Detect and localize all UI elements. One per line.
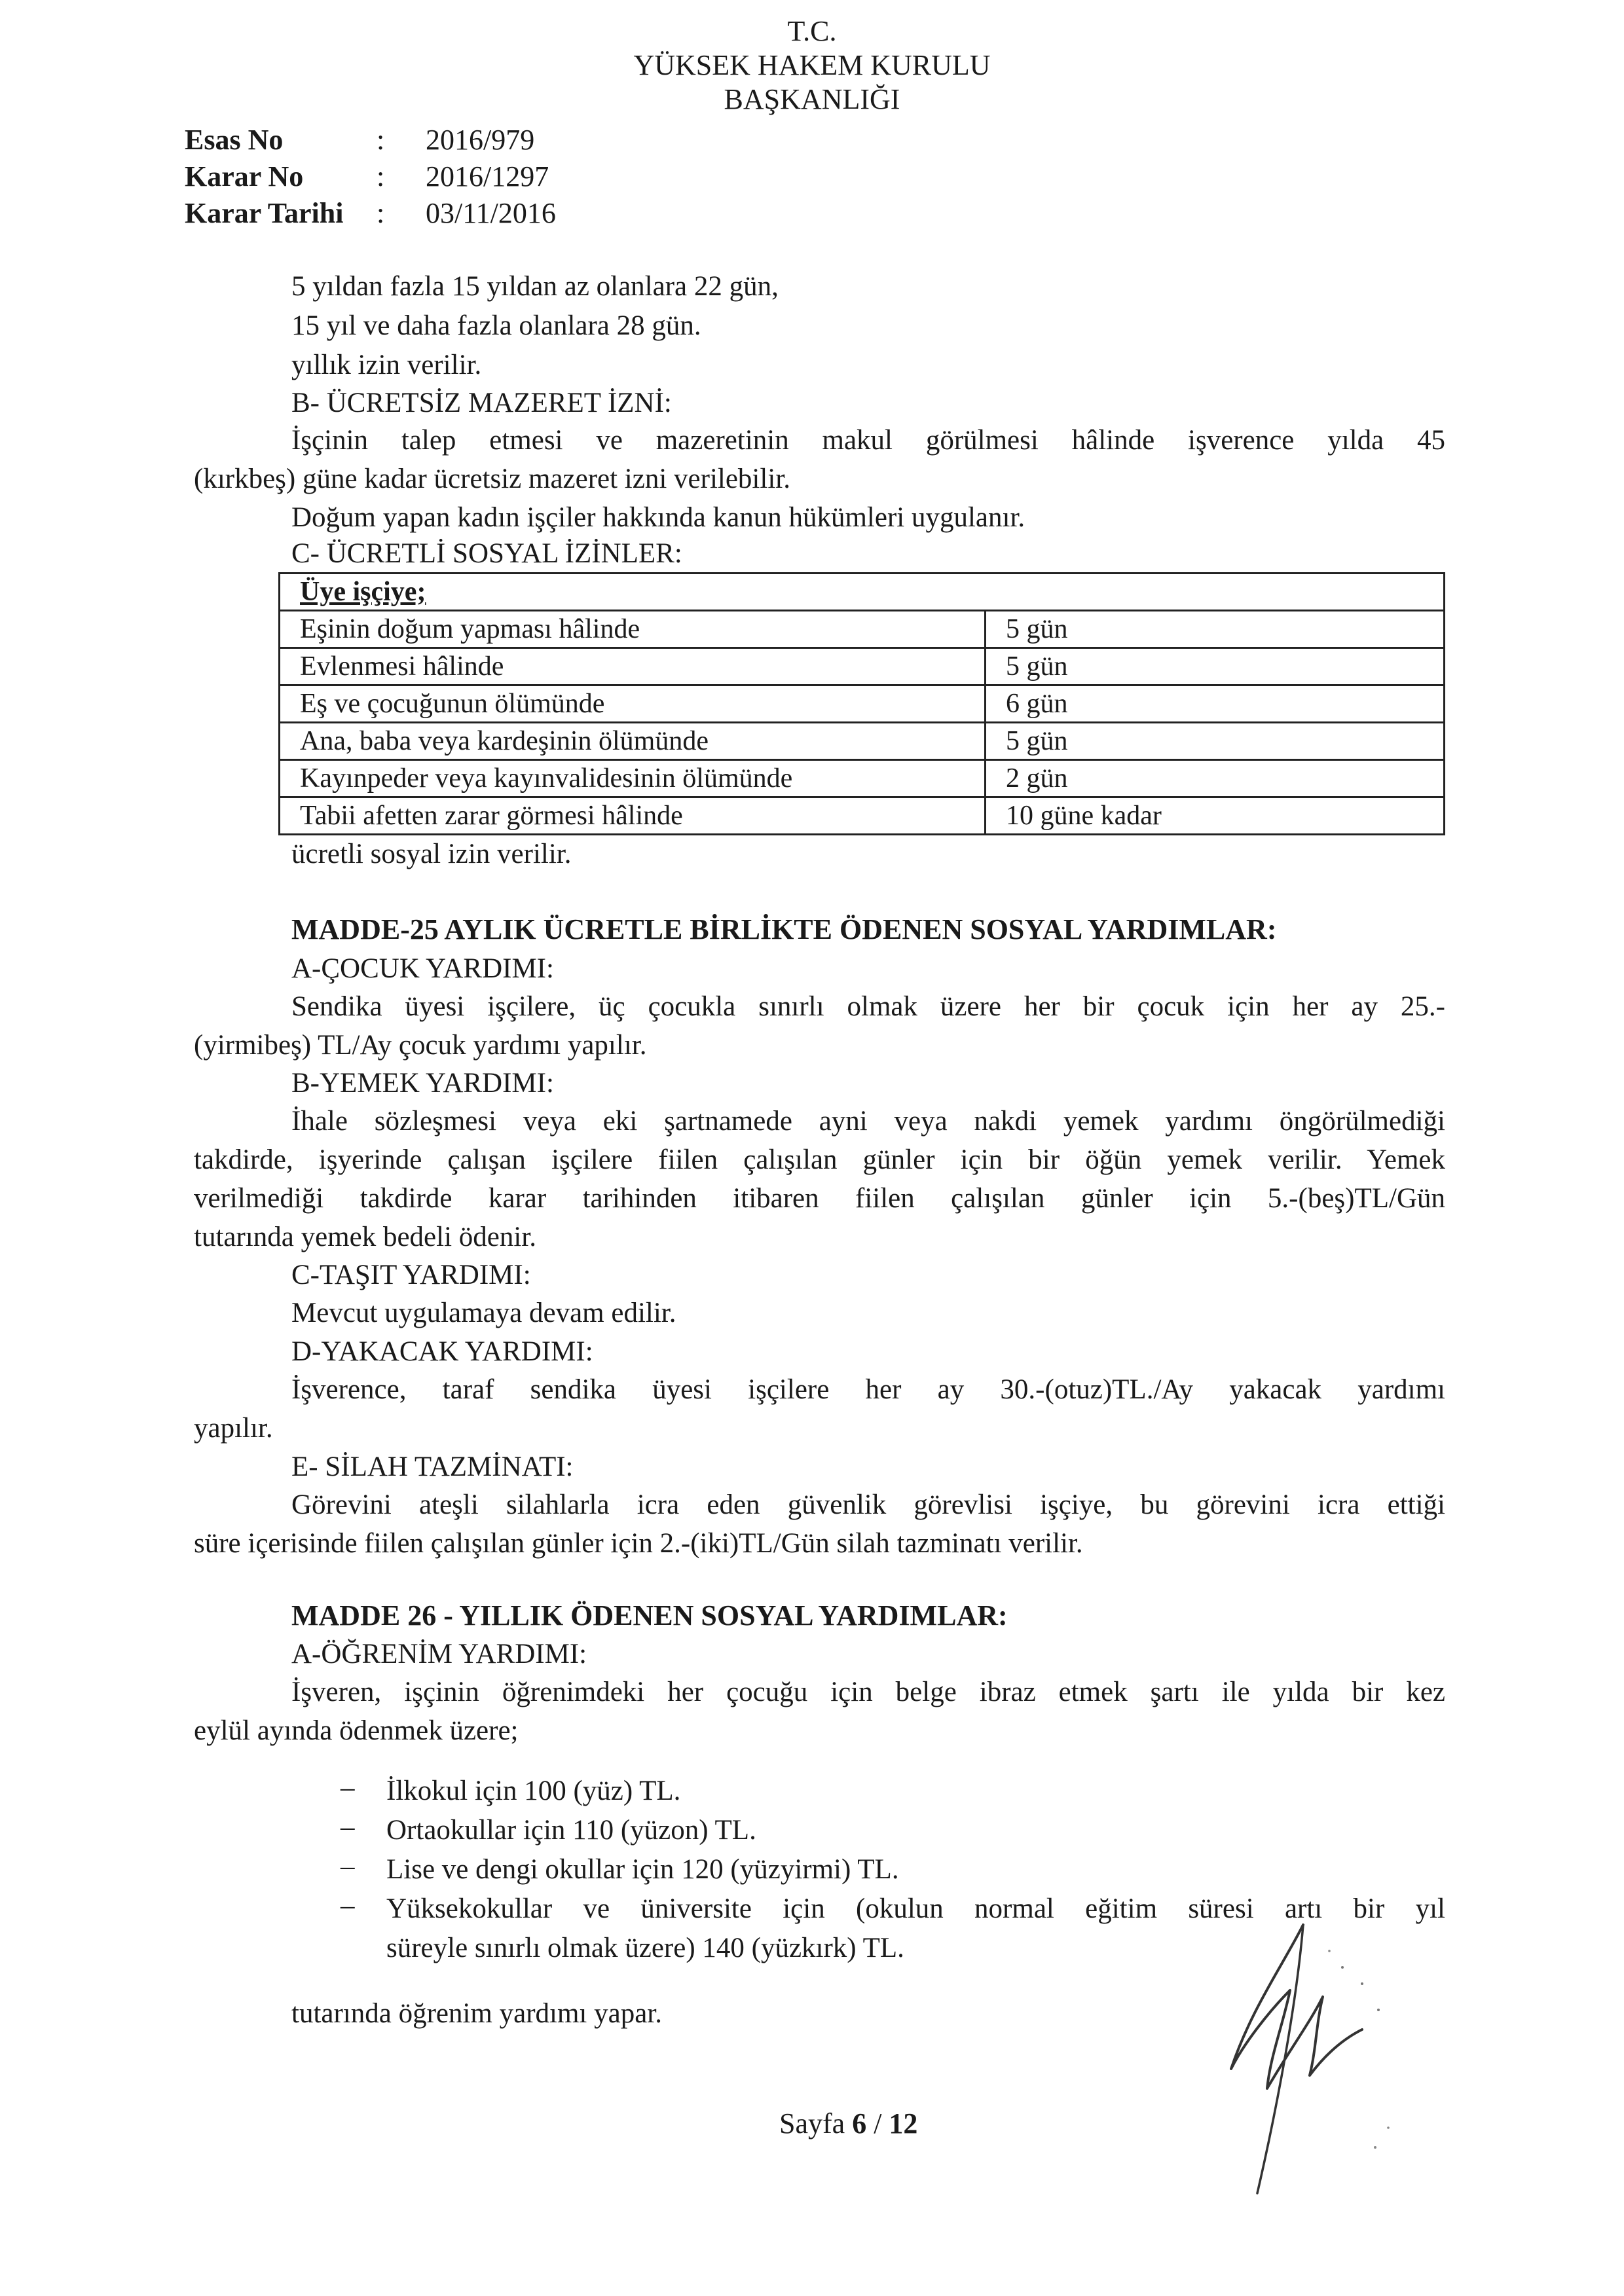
list-dash: – <box>341 1851 355 1882</box>
colon: : <box>377 160 385 192</box>
list-item: Yüksekokullar ve üniversite için (okulun normal eğitim süresi artı bir yıl <box>386 1893 1445 1924</box>
section-b-paragraph-line-1: İşçinin talep etmesi ve mazeretinin makul görülmesi hâlinde işverence yılda 45 <box>291 425 1445 456</box>
karar-tarihi-label: Karar Tarihi <box>185 197 344 229</box>
madde-25-b-line-2: takdirde, işyerinde çalışan işçilere fiilen çalışılan günler için bir öğün yemek verilir. Yemek <box>194 1144 1445 1175</box>
section-c-title: C- ÜCRETLİ SOSYAL İZİNLER: <box>291 538 682 569</box>
header-presidency: BAŞKANLIĞI <box>724 83 900 115</box>
page-number <box>779 2107 917 2140</box>
leave-duration: 5 gün <box>986 723 1445 760</box>
karar-no-value: 2016/1297 <box>426 160 549 192</box>
intro-line-2: 15 yıl ve daha fazla olanlara 28 gün. <box>291 310 701 341</box>
leave-duration: 5 gün <box>986 648 1445 685</box>
page-total: 12 <box>889 2107 918 2140</box>
list-item: Lise ve dengi okullar için 120 (yüzyirmi) TL. <box>386 1854 899 1885</box>
table-row <box>280 685 1445 723</box>
madde-25-a-line-1: Sendika üyesi işçilere, üç çocukla sınırlı olmak üzere her bir çocuk için her ay 25.- <box>291 991 1445 1022</box>
section-b-paragraph-line-2: (kırkbeş) güne kadar ücretsiz mazeret izni verilebilir. <box>194 464 790 494</box>
leave-reason: Kayınpeder veya kayınvalidesinin ölümünde <box>280 760 986 797</box>
madde-25-d-title: D-YAKACAK YARDIMI: <box>291 1336 593 1367</box>
colon: : <box>377 197 385 229</box>
madde-26-a-title: A-ÖĞRENİM YARDIMI: <box>291 1639 587 1669</box>
table-row <box>280 760 1445 797</box>
intro-line-3: yıllık izin verilir. <box>291 350 482 380</box>
section-c-footer: ücretli sosyal izin verilir. <box>291 839 572 869</box>
esas-no-value: 2016/979 <box>426 124 535 156</box>
list-dash: – <box>341 1890 355 1921</box>
madde-25-b-line-3: verilmediği takdirde karar tarihinden itibaren fiilen çalışılan günler için 5.-(beş)TL/Gün <box>194 1183 1445 1214</box>
madde-25-c-line-1: Mevcut uygulamaya devam edilir. <box>291 1298 676 1328</box>
list-item-continuation: süreyle sınırlı olmak üzere) 140 (yüzkırk) TL. <box>386 1933 904 1963</box>
page-prefix: Sayfa <box>779 2107 853 2140</box>
madde-25-b-title: B-YEMEK YARDIMI: <box>291 1068 554 1099</box>
leave-duration: 10 güne kadar <box>986 797 1445 835</box>
madde-25-a-line-2: (yirmibeş) TL/Ay çocuk yardımı yapılır. <box>194 1030 647 1061</box>
madde-25-c-title: C-TAŞIT YARDIMI: <box>291 1260 531 1290</box>
list-item: İlkokul için 100 (yüz) TL. <box>386 1776 681 1806</box>
karar-no-label: Karar No <box>185 160 304 192</box>
madde-25-d-line-1: İşverence, taraf sendika üyesi işçilere her ay 30.-(otuz)TL./Ay yakacak yardımı <box>291 1374 1445 1405</box>
leave-reason: Eş ve çocuğunun ölümünde <box>280 685 986 723</box>
table-header-text: Üye işçiye; <box>300 577 426 607</box>
table-row <box>280 723 1445 760</box>
esas-no-label: Esas No <box>185 124 284 156</box>
leave-reason: Ana, baba veya kardeşinin ölümünde <box>280 723 986 760</box>
madde-25-b-line-4: tutarında yemek bedeli ödenir. <box>194 1222 536 1252</box>
header-institution: YÜKSEK HAKEM KURULU <box>633 49 991 81</box>
social-leave-table <box>278 572 1445 835</box>
madde-26-a-line-2: eylül ayında ödenmek üzere; <box>194 1715 519 1746</box>
table-header-row <box>280 574 1445 611</box>
section-b-paragraph-2: Doğum yapan kadın işçiler hakkında kanun hükümleri uygulanır. <box>291 502 1025 533</box>
table-row <box>280 648 1445 685</box>
madde-25-e-line-2: süre içerisinde fiilen çalışılan günler için 2.-(iki)TL/Gün silah tazminatı verilir. <box>194 1528 1083 1559</box>
leave-reason: Tabii afetten zarar görmesi hâlinde <box>280 797 986 835</box>
madde-25-e-title: E- SİLAH TAZMİNATI: <box>291 1451 574 1482</box>
leave-duration: 6 gün <box>986 685 1445 723</box>
madde-25-a-title: A-ÇOCUK YARDIMI: <box>291 953 554 984</box>
colon: : <box>377 124 385 156</box>
section-b-title: B- ÜCRETSİZ MAZERET İZNİ: <box>291 388 672 418</box>
madde-25-title: MADDE-25 AYLIK ÜCRETLE BİRLİKTE ÖDENEN SOSYAL YARDIMLAR: <box>291 913 1277 945</box>
list-dash: – <box>341 1772 355 1803</box>
leave-duration: 2 gün <box>986 760 1445 797</box>
madde-26-a-line-1: İşveren, işçinin öğrenimdeki her çocuğu için belge ibraz etmek şartı ile yılda bir kez <box>291 1677 1445 1707</box>
leave-reason: Evlenmesi hâlinde <box>280 648 986 685</box>
page-separator: / <box>866 2107 889 2140</box>
table-row <box>280 611 1445 648</box>
page-current: 6 <box>852 2107 867 2140</box>
madde-26-title: MADDE 26 - YILLIK ÖDENEN SOSYAL YARDIMLAR: <box>291 1599 1008 1631</box>
list-item: Ortaokullar için 110 (yüzon) TL. <box>386 1815 756 1846</box>
madde-26-closing: tutarında öğrenim yardımı yapar. <box>291 1998 662 2029</box>
madde-25-d-line-2: yapılır. <box>194 1413 273 1444</box>
leave-reason: Eşinin doğum yapması hâlinde <box>280 611 986 648</box>
karar-tarihi-value: 03/11/2016 <box>426 197 556 229</box>
table-header-cell <box>280 574 1445 611</box>
header-tc: T.C. <box>787 15 837 47</box>
madde-25-e-line-1: Görevini ateşli silahlarla icra eden güvenlik görevlisi işçiye, bu görevini icra ettiği <box>291 1489 1445 1520</box>
leave-duration: 5 gün <box>986 611 1445 648</box>
list-dash: – <box>341 1812 355 1842</box>
signature-icon <box>1205 1912 1428 2200</box>
madde-25-b-line-1: İhale sözleşmesi veya eki şartnamede ayni veya nakdi yemek yardımı öngörülmediği <box>291 1106 1445 1137</box>
intro-line-1: 5 yıldan fazla 15 yıldan az olanlara 22 gün, <box>291 271 779 302</box>
table-row <box>280 797 1445 835</box>
